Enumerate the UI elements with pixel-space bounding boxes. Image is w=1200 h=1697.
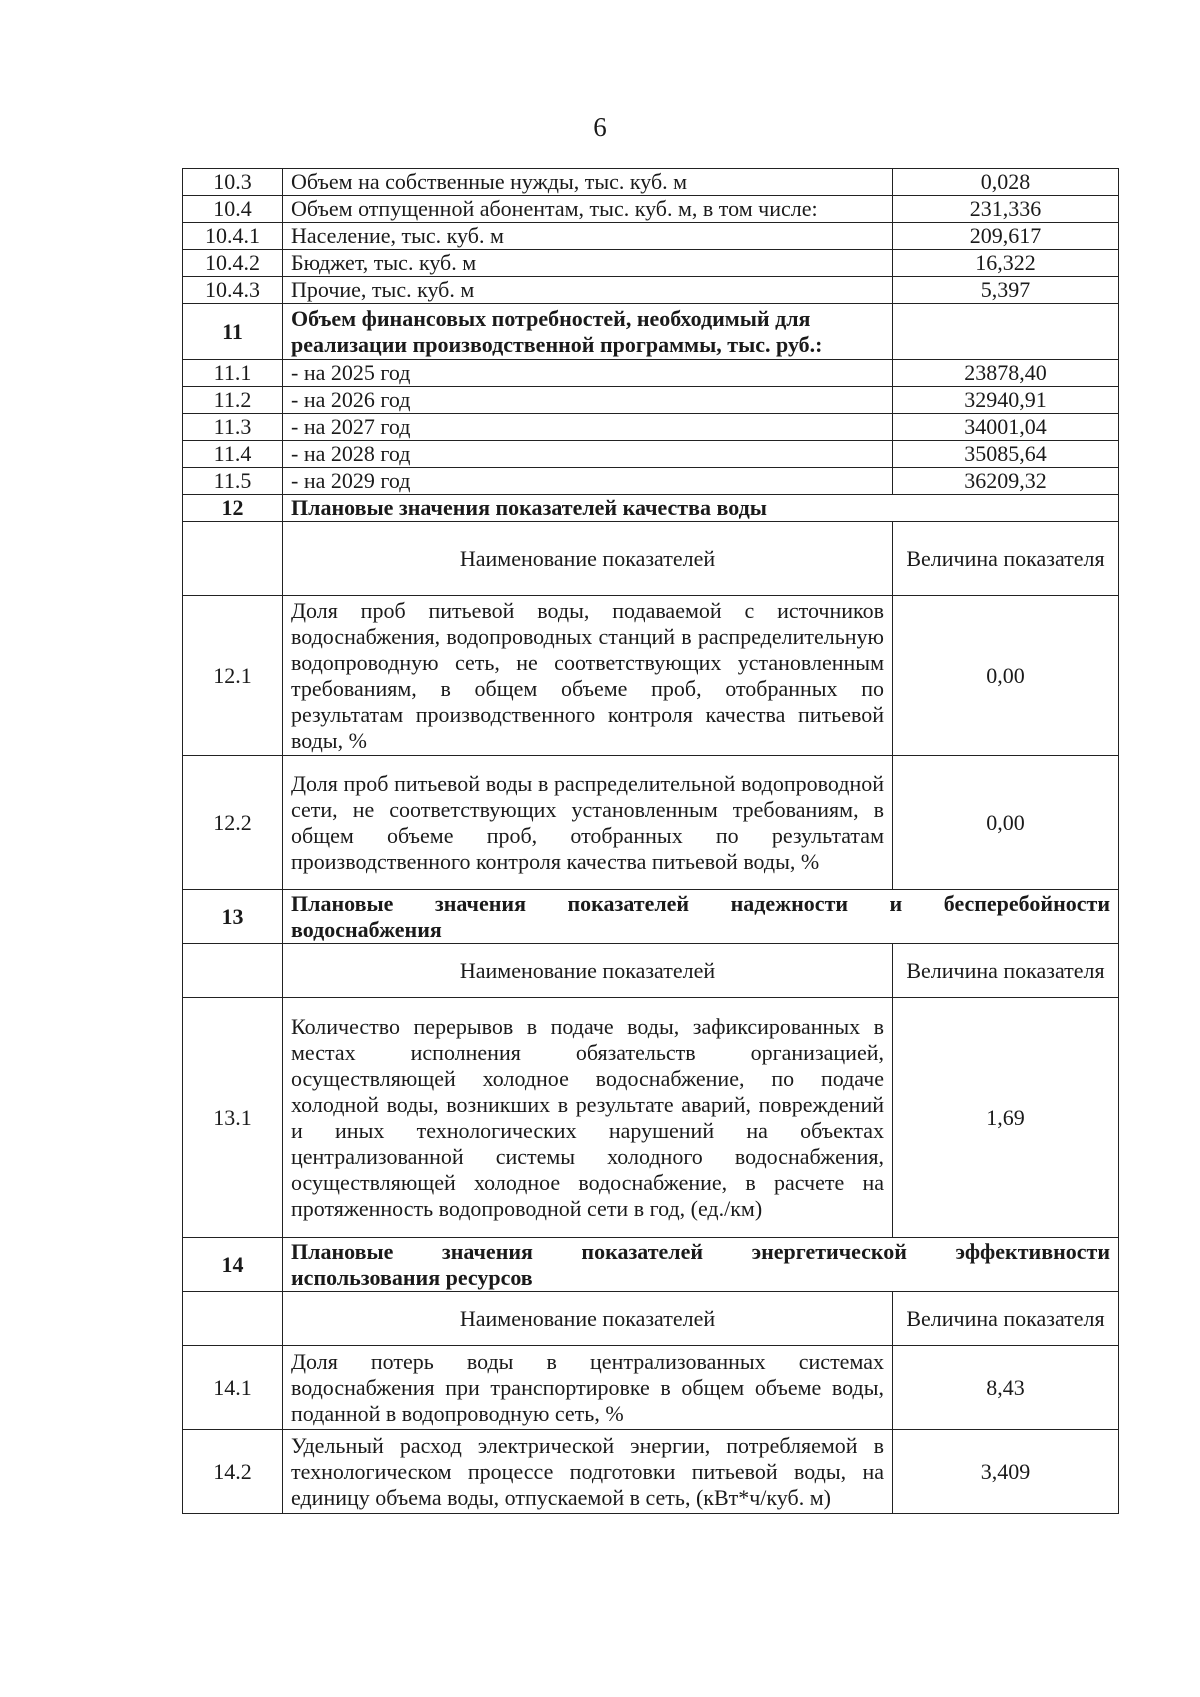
row-number: 10.4.2 bbox=[183, 250, 283, 277]
row-value: 0,00 bbox=[893, 596, 1119, 756]
row-number: 14.2 bbox=[183, 1430, 283, 1514]
row-number: 13.1 bbox=[183, 998, 283, 1238]
section-title-line: Плановые значения показателей надежности и бесперебойности bbox=[291, 890, 1110, 916]
section-title bbox=[283, 890, 1119, 944]
row-value: 231,336 bbox=[893, 196, 1119, 223]
row-number: 10.4 bbox=[183, 196, 283, 223]
row-value: 8,43 bbox=[893, 1346, 1119, 1430]
row-label: Удельный расход электрической энергии, потребляемой в технологическом процессе подготовки питьевой воды, на единицу объема воды, отпускаемой в сеть, (кВт*ч/куб. м) bbox=[283, 1430, 893, 1514]
row-number: 10.3 bbox=[183, 169, 283, 196]
column-header-name: Наименование показателей bbox=[283, 1292, 893, 1346]
table-row bbox=[183, 1346, 1119, 1430]
table-row bbox=[183, 414, 1119, 441]
section-title: Плановые значения показателей качества воды bbox=[283, 495, 1119, 522]
section-header-row bbox=[183, 304, 1119, 360]
row-value: 23878,40 bbox=[893, 360, 1119, 387]
row-value: 36209,32 bbox=[893, 468, 1119, 495]
row-value: 32940,91 bbox=[893, 387, 1119, 414]
table-row bbox=[183, 223, 1119, 250]
row-number: 11.5 bbox=[183, 468, 283, 495]
table-row bbox=[183, 468, 1119, 495]
section-title: Объем финансовых потребностей, необходимый для реализации производственной программы, тыс. руб.: bbox=[283, 304, 893, 360]
row-number: 11.3 bbox=[183, 414, 283, 441]
page-number: 6 bbox=[593, 112, 607, 142]
row-number: 10.4.1 bbox=[183, 223, 283, 250]
section-header-row bbox=[183, 890, 1119, 944]
column-header-name: Наименование показателей bbox=[283, 522, 893, 596]
empty-cell bbox=[893, 304, 1119, 360]
row-value: 34001,04 bbox=[893, 414, 1119, 441]
row-label: - на 2025 год bbox=[283, 360, 893, 387]
row-label: Объем на собственные нужды, тыс. куб. м bbox=[283, 169, 893, 196]
section-number: 12 bbox=[183, 495, 283, 522]
section-title bbox=[283, 1238, 1119, 1292]
row-value: 1,69 bbox=[893, 998, 1119, 1238]
row-label: Доля проб питьевой воды, подаваемой с источников водоснабжения, водопроводных станций в распределительную водопроводную сеть, не соответствующих установленным требованиям, в общем объеме проб, отобранных по результатам производственного контроля качества питьевой воды, % bbox=[283, 596, 893, 756]
row-number: 11.2 bbox=[183, 387, 283, 414]
row-value: 16,322 bbox=[893, 250, 1119, 277]
row-label: Бюджет, тыс. куб. м bbox=[283, 250, 893, 277]
row-number: 11.1 bbox=[183, 360, 283, 387]
table-row bbox=[183, 277, 1119, 304]
section-title-line: Плановые значения показателей энергетической эффективности bbox=[291, 1238, 1110, 1264]
row-label: Количество перерывов в подаче воды, зафиксированных в местах исполнения обязательств организацией, осуществляющей холодное водоснабжение, по подаче холодной воды, возникших в результате аварий, повреждений и иных технологических нарушений на объектах централизованной системы холодного водоснабжения, осуществляющей холодное водоснабжение, в расчете на протяженность водопроводной сети в год, (ед./км) bbox=[283, 998, 893, 1238]
row-label: - на 2028 год bbox=[283, 441, 893, 468]
row-label: Прочие, тыс. куб. м bbox=[283, 277, 893, 304]
section-number: 13 bbox=[183, 890, 283, 944]
column-header-value: Величина показателя bbox=[893, 1292, 1119, 1346]
column-header-name: Наименование показателей bbox=[283, 944, 893, 998]
section-title-line: водоснабжения bbox=[291, 916, 442, 942]
table-row bbox=[183, 196, 1119, 223]
empty-cell bbox=[183, 1292, 283, 1346]
column-header-value: Величина показателя bbox=[893, 944, 1119, 998]
table-row bbox=[183, 1430, 1119, 1514]
empty-cell bbox=[183, 522, 283, 596]
table-row bbox=[183, 250, 1119, 277]
column-header-value: Величина показателя bbox=[893, 522, 1119, 596]
empty-cell bbox=[183, 944, 283, 998]
section-header-row bbox=[183, 495, 1119, 522]
row-value: 3,409 bbox=[893, 1430, 1119, 1514]
row-label: Объем отпущенной абонентам, тыс. куб. м, в том числе: bbox=[283, 196, 893, 223]
column-header-row bbox=[183, 1292, 1119, 1346]
table-row bbox=[183, 360, 1119, 387]
row-label: Доля потерь воды в централизованных системах водоснабжения при транспортировке в общем объеме воды, поданной в водопроводную сеть, % bbox=[283, 1346, 893, 1430]
row-value: 35085,64 bbox=[893, 441, 1119, 468]
column-header-row bbox=[183, 522, 1119, 596]
table-row bbox=[183, 441, 1119, 468]
column-header-row bbox=[183, 944, 1119, 998]
table-row bbox=[183, 387, 1119, 414]
row-value: 5,397 bbox=[893, 277, 1119, 304]
section-number: 14 bbox=[183, 1238, 283, 1292]
row-number: 11.4 bbox=[183, 441, 283, 468]
row-label: - на 2027 год bbox=[283, 414, 893, 441]
row-label: Население, тыс. куб. м bbox=[283, 223, 893, 250]
row-value: 0,00 bbox=[893, 756, 1119, 890]
section-number: 11 bbox=[183, 304, 283, 360]
row-number: 12.2 bbox=[183, 756, 283, 890]
row-label: Доля проб питьевой воды в распределительной водопроводной сети, не соответствующих установленным требованиям, в общем объеме проб, отобранных по результатам производственного контроля качества питьевой воды, % bbox=[283, 756, 893, 890]
row-value: 209,617 bbox=[893, 223, 1119, 250]
section-header-row bbox=[183, 1238, 1119, 1292]
table-row bbox=[183, 596, 1119, 756]
section-title-line: использования ресурсов bbox=[291, 1264, 533, 1290]
table-row bbox=[183, 756, 1119, 890]
row-value: 0,028 bbox=[893, 169, 1119, 196]
table-row bbox=[183, 998, 1119, 1238]
row-number: 10.4.3 bbox=[183, 277, 283, 304]
row-label: - на 2029 год bbox=[283, 468, 893, 495]
table-row bbox=[183, 169, 1119, 196]
row-number: 14.1 bbox=[183, 1346, 283, 1430]
row-number: 12.1 bbox=[183, 596, 283, 756]
row-label: - на 2026 год bbox=[283, 387, 893, 414]
indicators-table bbox=[182, 168, 1119, 1514]
